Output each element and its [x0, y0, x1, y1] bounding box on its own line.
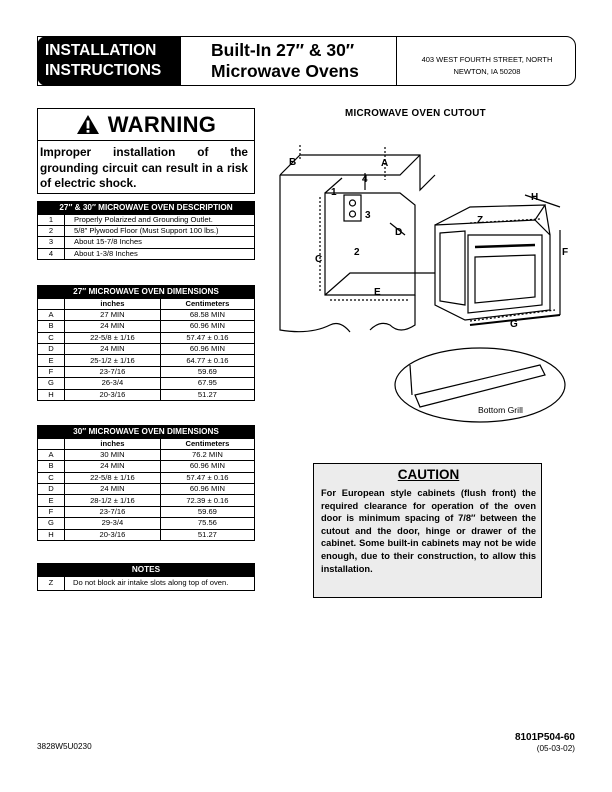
table-header-row — [38, 298, 255, 309]
table-row: B 24 MIN 60.96 MIN — [38, 461, 255, 472]
caution-box — [313, 463, 542, 598]
label-c: C — [315, 254, 323, 265]
table-row: 4 About 1-3/8 Inches — [38, 248, 255, 259]
cabinet-top — [280, 155, 435, 190]
oven-window — [475, 255, 535, 303]
dims-30-title: 30″ MICROWAVE OVEN DIMENSIONS — [38, 426, 255, 439]
company-address: 403 WEST FOURTH STREET, NORTH NEWTON, IA 50208 — [421, 55, 553, 76]
label-h: H — [531, 192, 539, 203]
outlet-socket-icon — [350, 200, 356, 206]
label-4: 4 — [362, 174, 368, 185]
cutout-diagram — [270, 125, 575, 425]
table-row: H 20-3/16 51.27 — [38, 529, 255, 540]
cutout-opening — [325, 193, 415, 295]
table-row: D 24 MIN 60.96 MIN — [38, 484, 255, 495]
label-1: 1 — [331, 187, 337, 198]
table-row: H 20-3/16 51.27 — [38, 389, 255, 400]
cabinet-front-right — [370, 295, 415, 330]
table-row: D 24 MIN 60.96 MIN — [38, 344, 255, 355]
table-row: E 28-1/2 ± 1/16 72.39 ± 0.16 — [38, 495, 255, 506]
warning-title: WARNING — [107, 111, 217, 137]
label-g: G — [510, 319, 518, 330]
label-a: A — [381, 158, 389, 169]
warning-header — [38, 109, 254, 141]
table-row: G 29-3/4 75.56 — [38, 518, 255, 529]
dims-30-table — [37, 425, 255, 541]
notes-table — [37, 563, 255, 591]
oven-control-panel — [440, 231, 465, 305]
warning-text: Improper installation of the grounding circuit can result in a risk of electric shock. — [40, 145, 248, 190]
warning-box — [37, 108, 255, 194]
label-d: D — [395, 227, 403, 238]
table-row: 2 5/8″ Plywood Floor (Must Support 100 lbs.) — [38, 225, 255, 236]
label-b: B — [289, 157, 297, 168]
description-table — [37, 201, 255, 260]
table-row: E 25-1/2 ± 1/16 64.77 ± 0.16 — [38, 355, 255, 366]
revision-date: (05-03-02) — [536, 744, 575, 753]
installation-instructions-label: INSTALLATION INSTRUCTIONS — [37, 36, 181, 86]
description-table-title: 27″ & 30″ MICROWAVE OVEN DESCRIPTION — [38, 202, 255, 215]
warning-triangle-icon — [76, 114, 100, 135]
label-e: E — [374, 287, 381, 298]
table-row: A 27 MIN 68.58 MIN — [38, 309, 255, 320]
caution-title: CAUTION — [397, 467, 460, 482]
bottom-grill-label: Bottom Grill — [478, 405, 523, 415]
table-row: C 22-5/8 ± 1/16 57.47 ± 0.16 — [38, 472, 255, 483]
table-row: 3 About 15-7/8 Inches — [38, 237, 255, 248]
label-3: 3 — [365, 210, 371, 221]
document-title: Built-In 27″ & 30″ Microwave Ovens — [211, 40, 359, 81]
table-row: G 26-3/4 67.95 — [38, 378, 255, 389]
table-row: F 23-7/16 59.69 — [38, 366, 255, 377]
col-inches: inches — [65, 438, 161, 449]
table-header-row — [38, 438, 255, 449]
cutout-title: MICROWAVE OVEN CUTOUT — [345, 108, 486, 119]
header-divider — [396, 37, 397, 85]
table-row: F 23-7/16 59.69 — [38, 506, 255, 517]
caution-text: For European style cabinets (flush front) the required clearance for operation of the oven door is minimum spacing of 7/8″ between the cutout and the door, hinge or drawer of the cabinet. Some built-in cabinets may not be wide enough, due to their construction, to allow this installation. — [321, 488, 536, 574]
oven-door-handle — [475, 245, 535, 247]
notes-title: NOTES — [38, 564, 255, 577]
table-row: C 22-5/8 ± 1/16 57.47 ± 0.16 — [38, 332, 255, 343]
grill-bracket — [410, 365, 412, 395]
table-row: A 30 MIN 76.2 MIN — [38, 449, 255, 460]
part-number: 8101P504-60 — [514, 732, 575, 743]
bottom-grill — [415, 365, 545, 407]
col-inches: inches — [65, 298, 161, 309]
outlet-socket-icon — [350, 211, 356, 217]
label-f: F — [562, 247, 569, 258]
dims-27-table — [37, 285, 255, 401]
cabinet-front-top — [280, 155, 420, 175]
document-header — [37, 36, 576, 86]
table-row: Z Do not block air intake slots along top of oven. — [38, 576, 255, 590]
col-centimeters: Centimeters — [160, 438, 254, 449]
table-row: B 24 MIN 60.96 MIN — [38, 321, 255, 332]
col-centimeters: Centimeters — [160, 298, 254, 309]
document-code: 3828W5U0230 — [37, 742, 92, 751]
label-2: 2 — [354, 247, 360, 258]
table-row: 1 Properly Polarized and Grounding Outlet. — [38, 214, 255, 225]
label-z: Z — [477, 215, 484, 226]
dims-27-title: 27″ MICROWAVE OVEN DIMENSIONS — [38, 286, 255, 299]
